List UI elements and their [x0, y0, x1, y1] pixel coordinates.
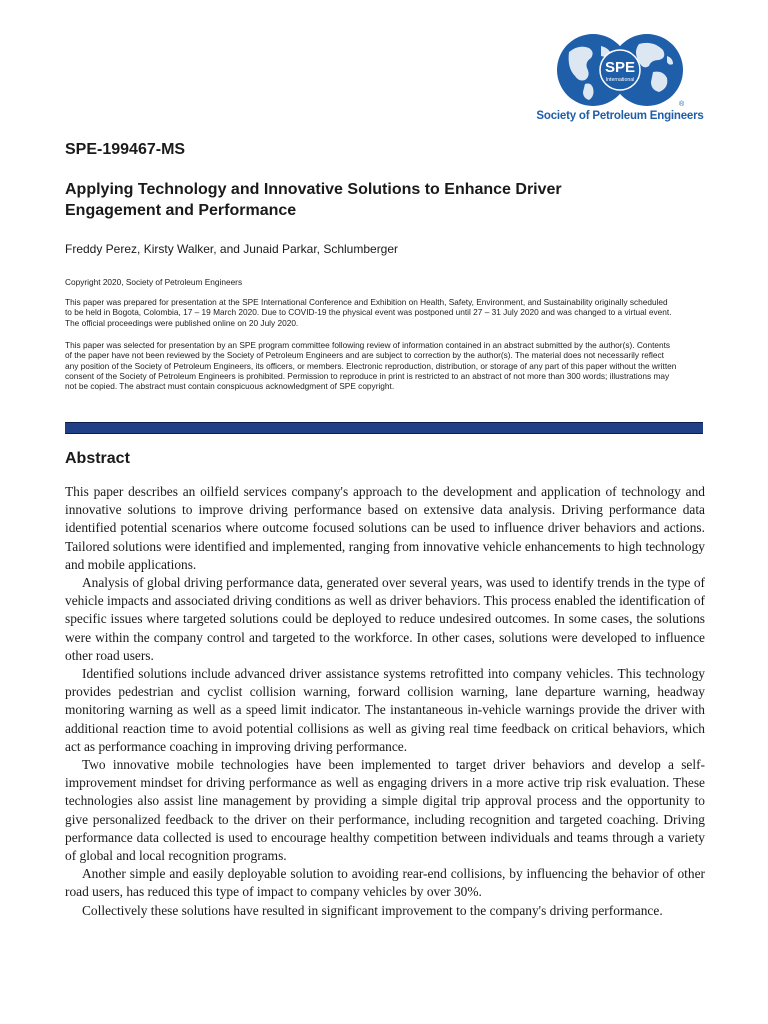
notice-line: not be copied. The abstract must contain conspicuous acknowledgment of SPE copyright.: [65, 381, 395, 392]
notice-line: consent of the Society of Petroleum Engineers is prohibited. Permission to reproduce in print is restricted to an abstract of not more than 300 words; illustrations may: [65, 370, 670, 381]
notice-line: This paper was selected for presentation by an SPE program committee following review of information contained in an abstract submitted by the author(s). Contents: [65, 340, 671, 350]
abstract-paragraph: Identified solutions include advanced driver assistance systems retrofitted into company vehicles. This technology provides pedestrian and cyclist collision warning, forward collision warning, lane departure warning, headway monitoring warning as well as a speed limit indicator. The instantaneous in-vehicle warnings provide the driver with additional reaction time to avoid potential collisions as well as giving real time feedback on critical behaviors, which act as performance coaching in improving driving performance.: [65, 666, 705, 754]
paper-title: [65, 179, 665, 221]
notice-line: The official proceedings were published online on 20 July 2020.: [65, 317, 299, 328]
title-line: Engagement and Performance: [65, 202, 297, 219]
paper-id: SPE-199467-MS: [65, 141, 186, 158]
notice-line: of the paper have not been reviewed by the Society of Petroleum Engineers and are subject to correction by the author(s). The material does not necessarily reflect: [65, 350, 664, 361]
author-list: Freddy Perez, Kirsty Walker, and Junaid Parkar, Schlumberger: [65, 242, 399, 256]
abstract-body: [65, 483, 705, 920]
abstract-paragraph: Collectively these solutions have resulted in significant improvement to the company's driving performance.: [82, 902, 663, 918]
section-divider: [65, 422, 703, 434]
notice-line: This paper was prepared for presentation at the SPE International Conference and Exhibition on Health, Safety, Environment, and Sustainability originally scheduled: [65, 297, 668, 307]
logo-mark-text: SPE: [604, 59, 636, 76]
globe-logo-icon: [555, 32, 685, 108]
notice-line: to be held in Bogota, Colombia, 17 – 19 March 2020. Due to COVID-19 the physical event was postponed until 27 – 31 July 2020 and was changed to a virtual event.: [65, 307, 672, 318]
abstract-heading: Abstract: [65, 450, 130, 467]
spe-logo: [530, 30, 710, 130]
copyright-notice: [65, 277, 705, 287]
abstract-paragraph: Two innovative mobile technologies have been implemented to target driver behaviors and develop a self-improvement mindset for driving performance as well as engaging drivers in a more active trip risk evaluation. These technologies also assist line management by providing a simple digital trip approval process and the opportunity to give personalized feedback to the driver on their performance, including recognition and targeted coaching. Driving performance data collected is used to encourage healthy competition between individuals and teams through a variety of global and local recognition programs.: [65, 757, 705, 864]
logo-caption: Society of Petroleum Engineers: [536, 110, 704, 122]
abstract-paragraph: This paper describes an oilfield services company's approach to the development and application of technology and innovative solutions to improve driving performance based on extensive data analysis. Driving performance data identified potential scenarios where outcome focused solutions can be used to influence driver behaviors and actions. Tailored solutions were identified and implemented, ranging from innovative vehicle enhancements to high technology and mobile applications.: [65, 484, 705, 572]
abstract-paragraph: Analysis of global driving performance data, generated over several years, was used to identify trends in the type of vehicle impacts and associated driving conditions as well as driver behaviors. This process enabled the identification of specific issues where targeted solutions could be deployed to reduce undesired outcomes. In some cases, the solutions were within the company control and targeted to the workforce. In other cases, solutions were developed to influence other road users.: [65, 575, 705, 663]
abstract-paragraph: Another simple and easily deployable solution to avoiding rear-end collisions, by influencing the behavior of other road users, has reduced this type of impact to company vehicles by over 30%.: [65, 866, 705, 900]
title-line: Applying Technology and Innovative Solutions to Enhance Driver: [65, 181, 562, 198]
copyright-line: Copyright 2020, Society of Petroleum Engineers: [65, 277, 243, 287]
selection-notice: [65, 340, 705, 391]
registered-mark: ®: [679, 101, 685, 108]
logo-mark-subtext: International: [605, 77, 635, 83]
notice-line: any position of the Society of Petroleum Engineers, its officers, or members. Electronic reproduction, distribution, or storage of any part of this paper without the written: [65, 360, 677, 371]
presentation-notice: [65, 297, 705, 328]
